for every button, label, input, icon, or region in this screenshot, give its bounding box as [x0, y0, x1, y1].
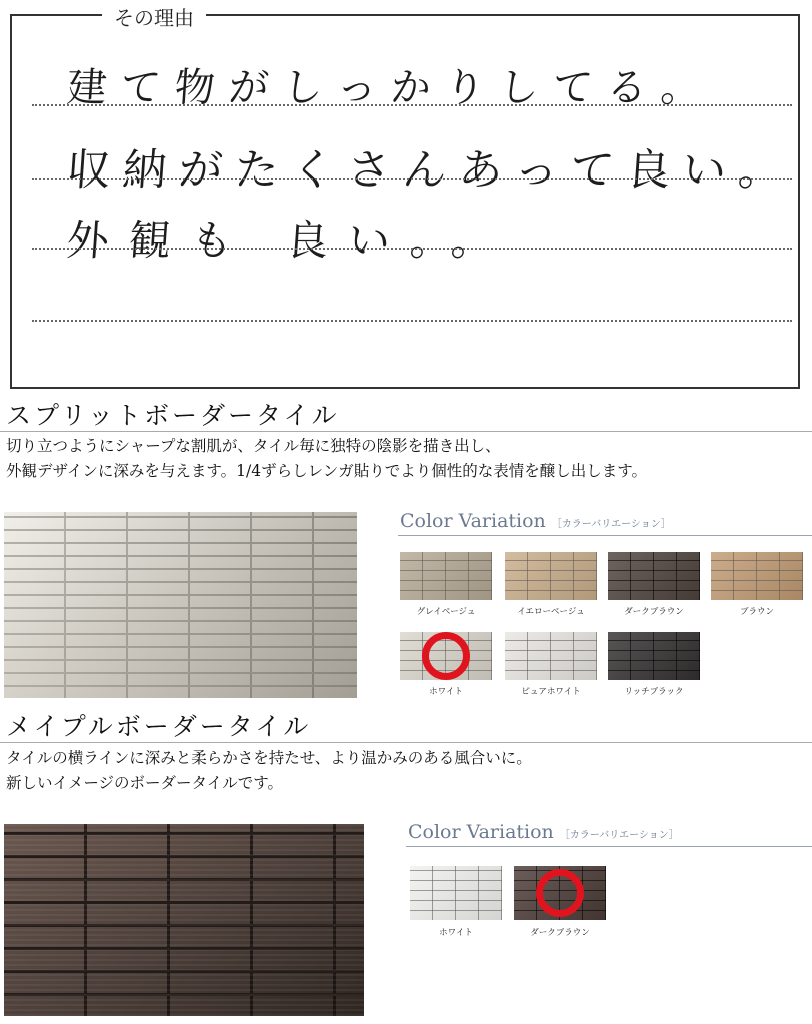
- section2-color-variation-title: [408, 821, 679, 843]
- swatch-label: ブラウン: [739, 607, 774, 617]
- handwritten-line-3: 外観も 良い。。: [65, 216, 515, 265]
- swatch-1[interactable]: [400, 552, 492, 600]
- section1-desc-line2: 外観デザインに深みを与えます。1/4ずらしレンガ貼りでより個性的な表情を醸し出します。: [6, 462, 647, 480]
- section2-desc: [6, 746, 532, 796]
- reason-box: [10, 6, 800, 389]
- swatch-1[interactable]: [410, 866, 502, 920]
- section2-desc-line2: 新しいイメージのボーダータイルです。: [6, 774, 283, 792]
- section1-heading: スプリットボーダータイル: [6, 401, 340, 430]
- handwritten-line-1: 建て物がしっかりしてる。: [65, 65, 717, 111]
- reason-title: その理由: [102, 2, 206, 31]
- color-variation-subtitle: ［カラーバリエーション］: [559, 830, 679, 841]
- handwritten-line-2: 収納がたくさんあって良い。: [64, 145, 797, 196]
- dotted-line-4: [32, 320, 792, 322]
- swatch-4[interactable]: [711, 552, 803, 600]
- swatch-3[interactable]: [608, 552, 700, 600]
- swatch-label: グレイベージュ: [416, 607, 476, 617]
- swatch-7[interactable]: [608, 632, 700, 680]
- split-border-tile-photo: [4, 512, 357, 698]
- swatch-label: ダークブラウン: [624, 607, 684, 617]
- dotted-line-3: [32, 248, 792, 250]
- color-variation-title-text: Color Variation: [400, 510, 546, 532]
- swatch-label: イエローベージュ: [517, 607, 585, 617]
- swatch-label: ピュアホワイト: [521, 687, 581, 697]
- maple-border-tile-photo: [4, 824, 364, 1016]
- section1-rule: [0, 431, 812, 432]
- swatch-label: リッチブラック: [624, 687, 684, 697]
- dotted-line-2: [32, 178, 792, 180]
- section2-color-variation-rule: [406, 846, 812, 847]
- swatch-label: ホワイト: [429, 687, 463, 697]
- selected-marker-circle: [536, 869, 584, 917]
- section1-color-variation-title: [400, 510, 671, 532]
- section1-color-variation-rule: [398, 535, 812, 536]
- section1-desc-line1: 切り立つようにシャープな割肌が、タイル毎に独特の陰影を描き出し、: [6, 437, 501, 455]
- section1-desc: [6, 434, 647, 484]
- swatch-6[interactable]: [505, 632, 597, 680]
- dotted-line-1: [32, 104, 792, 106]
- swatch-label: ホワイト: [439, 928, 473, 938]
- section2-rule: [0, 742, 812, 743]
- section2-desc-line1: タイルの横ラインに深みと柔らかさを持たせ、より温かみのある風合いに。: [6, 749, 532, 767]
- color-variation-subtitle: ［カラーバリエーション］: [551, 519, 671, 530]
- swatch-label: ダークブラウン: [530, 928, 590, 938]
- selected-marker-circle: [422, 632, 470, 680]
- section2-heading: メイプルボーダータイル: [6, 712, 312, 741]
- color-variation-title-text: Color Variation: [408, 821, 554, 843]
- swatch-2[interactable]: [505, 552, 597, 600]
